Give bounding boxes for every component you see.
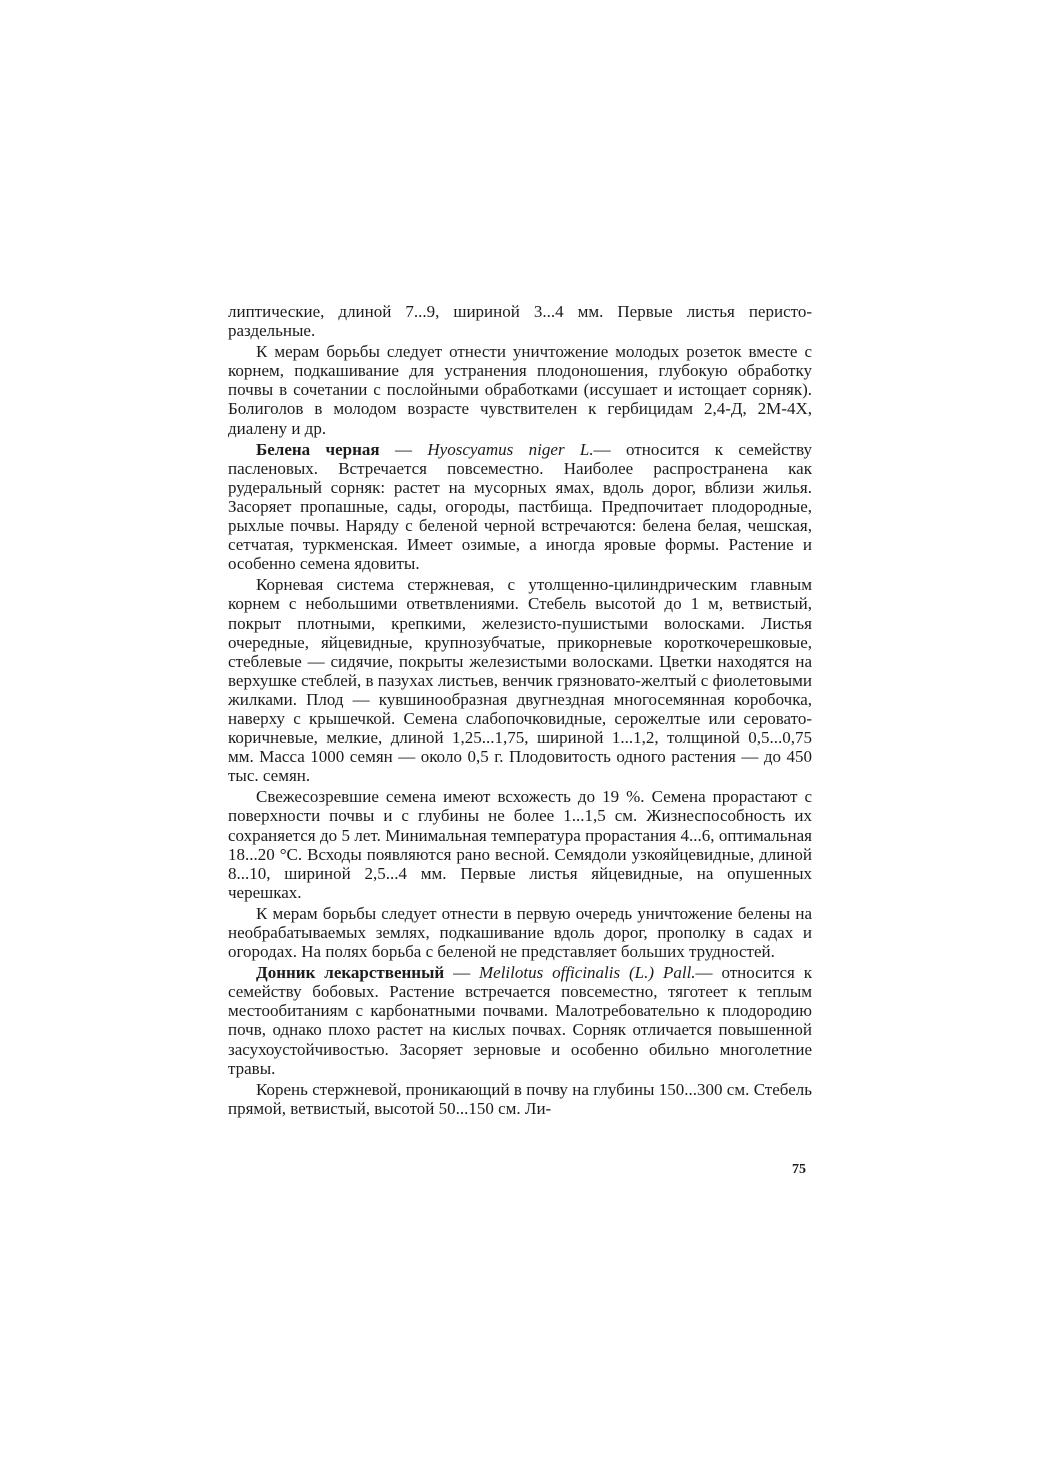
paragraph-continuation: липтические, длиной 7...9, шириной 3...4 мм. Первые листья перисто-раздельные. xyxy=(228,302,812,341)
dash: — xyxy=(379,439,428,459)
species-name-henbane: Белена черная xyxy=(256,439,380,459)
paragraph-henbane-germination: Свежесозревшие семена имеют всхожесть до 19 %. Семена прорастают с поверхности почвы и с глубины не более 1...1,5 см. Жизнеспособность их сохраняется до 5 лет. Минимальная температура прорастания 4...6, оптимальная 18...20 °С. Всходы появляются рано весной. Семядоли узкояйцевидные, длиной 8...10, шириной 2,5...4 мм. Первые листья яйцевидные, на опушенных черешках. xyxy=(228,787,812,902)
species-name-sweetclover: Донник лекарственный xyxy=(256,963,445,983)
paragraph-henbane-intro xyxy=(228,440,812,574)
latin-name-sweetclover: Melilotus officinalis (L.) Pall. xyxy=(478,963,696,983)
latin-name-henbane: Hyoscyamus niger L. xyxy=(427,439,594,459)
paragraph-henbane-morphology: Корневая система стержневая, с утолщенно-цилиндрическим главным корнем с небольшими ответвлениями. Стебель высотой до 1 м, ветвистый, покрыт плотными, крепкими, железисто-пушистыми волосками. Листья очередные, яйцевидные, крупнозубчатые, прикорневые короткочерешковые, стеблевые — сидячие, покрыты железистыми волосками. Цветки находятся на верхушке стеблей, в пазухах листьев, венчик грязновато-желтый с фиолетовыми жилками. Плод — кувшинообразная двугнездная многосемянная коробочка, наверху с крышечкой. Семена слабопочковидные, серожелтые или серовато-коричневые, мелкие, длиной 1,25...1,75, шириной 1...1,2, толщиной 0,5...0,75 мм. Масса 1000 семян — около 0,5 г. Плодовитость одного растения — до 450 тыс. семян. xyxy=(228,575,812,786)
paragraph-sweetclover-root: Корень стержневой, проникающий в почву на глубины 150...300 см. Стебель прямой, ветвистый, высотой 50...150 см. Ли- xyxy=(228,1079,812,1118)
paragraph-henbane-control: К мерам борьбы следует отнести в первую очередь уничтожение белены на необрабатываемых землях, подкашивание вдоль дорог, прополку в садах и огородах. На полях борьба с беленой не представляет больших трудностей. xyxy=(228,903,812,962)
paragraph-sweetclover-intro-text: — относится к семейству бобовых. Растение встречается повсеместно, тяготеет к теплым местообитаниям с карбонатными почвами. Малотребовательно к плодородию почв, однако плохо растет на кислых почвах. Сорняк отличается повышенной засухоустойчивостью. Засоряет зерновые и особенно обильно многолетние травы. xyxy=(228,963,813,1078)
dash: — xyxy=(444,963,479,983)
paragraph-henbane-intro-text: — относится к семейству пасленовых. Встречается повсеместно. Наиболее распространена как рудеральный сорняк: растет на мусорных ямах, вдоль дорог, вблизи жилья. Засоряет пропашные, сады, огороды, пастбища. Предпочитает плодородные, рыхлые почвы. Наряду с беленой черной встречаются: белена белая, чешская, сетчатая, туркменская. Имеет озимые, а иногда яровые формы. Растение и особенно семена ядовиты. xyxy=(228,439,813,574)
paragraph-sweetclover-intro xyxy=(228,963,812,1078)
page-body-text xyxy=(228,302,812,1118)
page-number: 75 xyxy=(792,1162,806,1177)
paragraph-control-measures-hemlock: К мерам борьбы следует отнести уничтожение молодых розеток вместе с корнем, подкашивание для устранения плодоношения, глубокую обработку почвы в сочетании с послойными обработками (иссушает и истощает сорняк). Болиголов в молодом возрасте чувствителен к гербицидам 2,4-Д, 2М-4Х, диалену и др. xyxy=(228,342,812,438)
